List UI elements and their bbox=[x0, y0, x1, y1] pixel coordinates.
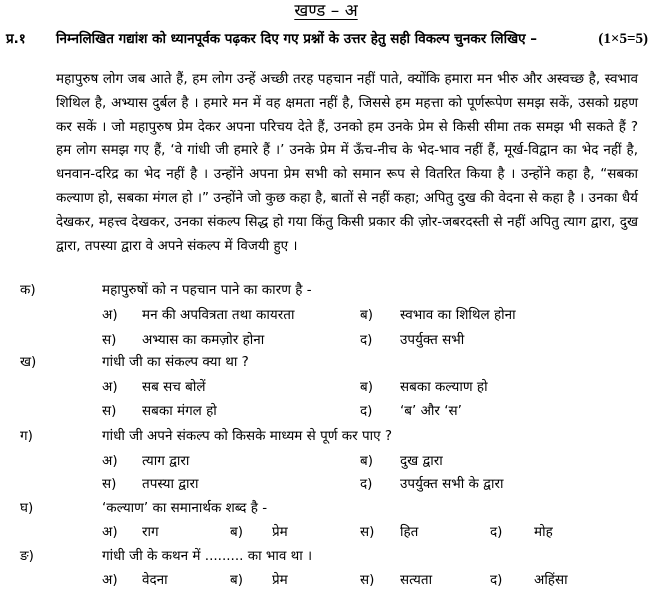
option-text: वेदना bbox=[142, 572, 168, 588]
option-label: द) bbox=[490, 524, 503, 540]
option-text: दुख द्वारा bbox=[400, 453, 443, 469]
subquestion-label: ङ) bbox=[20, 548, 34, 564]
option-text: प्रेम bbox=[272, 572, 288, 588]
option-label: द) bbox=[360, 332, 373, 348]
option-text: सबका कल्याण हो bbox=[400, 379, 488, 395]
option-label: ब) bbox=[360, 453, 373, 469]
subquestion-text: गांधी जी अपने संकल्प को किसके माध्यम से पूर्ण कर पाए ? bbox=[102, 428, 393, 444]
question-instruction: निम्नलिखित गद्यांश को ध्यानपूर्वक पढ़कर दिए गए प्रश्नों के उत्तर हेतु सही विकल्प चुनकर लिखिए – bbox=[56, 31, 538, 47]
option-text: मोह bbox=[534, 524, 553, 540]
section-title bbox=[0, 0, 652, 24]
option-label: ब) bbox=[230, 524, 243, 540]
option-label: द) bbox=[360, 403, 373, 419]
option-label: अ) bbox=[102, 572, 118, 588]
options-row bbox=[0, 330, 652, 354]
option-label: अ) bbox=[102, 379, 118, 395]
option-text: हित bbox=[400, 524, 419, 540]
options-row bbox=[0, 401, 652, 425]
question-marks: (1×5=5) bbox=[598, 31, 648, 47]
option-text: राग bbox=[142, 524, 159, 540]
options-row bbox=[0, 474, 652, 498]
option-label: स) bbox=[360, 524, 375, 540]
options-row bbox=[0, 570, 652, 594]
subquestion-label: घ) bbox=[20, 500, 34, 516]
subquestion-text: गांधी जी के कथन में ......... का भाव था । bbox=[102, 548, 313, 564]
option-label: द) bbox=[490, 572, 503, 588]
option-text: उपर्युक्त सभी के द्वारा bbox=[400, 476, 504, 492]
option-label: ब) bbox=[360, 379, 373, 395]
option-text: त्याग द्वारा bbox=[142, 453, 190, 469]
option-label: अ) bbox=[102, 453, 118, 469]
options-row bbox=[0, 377, 652, 401]
options-row bbox=[0, 451, 652, 475]
option-label: द) bbox=[360, 476, 373, 492]
subquestion-text: ‘कल्याण’ का समानार्थक शब्द है - bbox=[102, 500, 268, 516]
question-number: प्र.१ bbox=[6, 31, 26, 47]
option-label: ब) bbox=[360, 307, 373, 323]
option-text: स्वभाव का शिथिल होना bbox=[400, 307, 516, 323]
options-row bbox=[0, 522, 652, 546]
section-title-text: खण्ड – अ bbox=[294, 1, 358, 21]
option-label: अ) bbox=[102, 524, 118, 540]
subquestion-text: महापुरुषों को न पहचान पाने का कारण है - bbox=[102, 282, 312, 298]
option-label: स) bbox=[102, 403, 117, 419]
subquestion-text: गांधी जी का संकल्प क्या था ? bbox=[102, 354, 249, 370]
option-text: सब सच बोलें bbox=[142, 379, 206, 395]
option-label: स) bbox=[102, 332, 117, 348]
option-text: सबका मंगल हो bbox=[142, 403, 217, 419]
option-text: उपर्युक्त सभी bbox=[400, 332, 465, 348]
option-text: अभ्यास का कमज़ोर होना bbox=[142, 332, 265, 348]
option-text: अहिंसा bbox=[534, 572, 568, 588]
subquestion-label: ग) bbox=[20, 428, 33, 444]
option-label: स) bbox=[360, 572, 375, 588]
subquestion-ka bbox=[0, 280, 652, 304]
option-label: स) bbox=[102, 476, 117, 492]
option-text: ‘ब’ और ‘स’ bbox=[400, 403, 462, 419]
subquestion-nga bbox=[0, 546, 652, 570]
subquestion-ga bbox=[0, 426, 652, 450]
subquestion-gha bbox=[0, 498, 652, 522]
passage: महापुरुष लोग जब आते हैं, हम लोग उन्हें अच्छी तरह पहचान नहीं पाते, क्योंकि हमारा मन भीरु और अस्वच्छ है, स्वभाव शिथिल है, अभ्यास दुर्बल है । हमारे मन में वह क्षमता नहीं है, जिससे हम महत्ता को पूर्णरूपेण समझ सकें, उसको ग्रहण कर सकें । जो महापुरुष प्रेम देकर अपना परिचय देते हैं, उनको हम उनके प्रेम से किसी सीमा तक समझ भी सकते हैं ? हम लोग समझ गए हैं, ‘वे गांधी जी हमारे हैं ।’ उनके प्रेम में ऊँच-नीच के भेद-भाव नहीं हैं, मूर्ख-विद्वान का भेद नहीं है, धनवान-दरिद्र का भेद नहीं है । उन्होंने अपना प्रेम सभी को समान रूप से वितरित किया है । उन्होंने कहा है, “सबका कल्याण हो, सबका मंगल हो ।” उन्होंने जो कुछ कहा है, बातों से नहीं कहा; अपितु दुख की वेदना से कहा है । उनका धैर्य देखकर, महत्त्व देखकर, उनका संकल्प सिद्ध हो गया किंतु किसी प्रकार की ज़ोर-जबरदस्ती से नहीं अपितु त्याग द्वारा, दुख द्वारा, तपस्या द्वारा वे अपने संकल्प में विजयी हुए । bbox=[56, 71, 638, 254]
option-label: ब) bbox=[230, 572, 243, 588]
subquestion-kha bbox=[0, 352, 652, 376]
option-text: मन की अपवित्रता तथा कायरता bbox=[142, 307, 295, 323]
subquestion-label: ख) bbox=[20, 354, 37, 370]
option-text: तपस्या द्वारा bbox=[142, 476, 199, 492]
subquestion-label: क) bbox=[20, 282, 36, 298]
option-label: अ) bbox=[102, 307, 118, 323]
option-text: प्रेम bbox=[272, 524, 288, 540]
options-row bbox=[0, 305, 652, 329]
option-text: सत्यता bbox=[400, 572, 433, 588]
